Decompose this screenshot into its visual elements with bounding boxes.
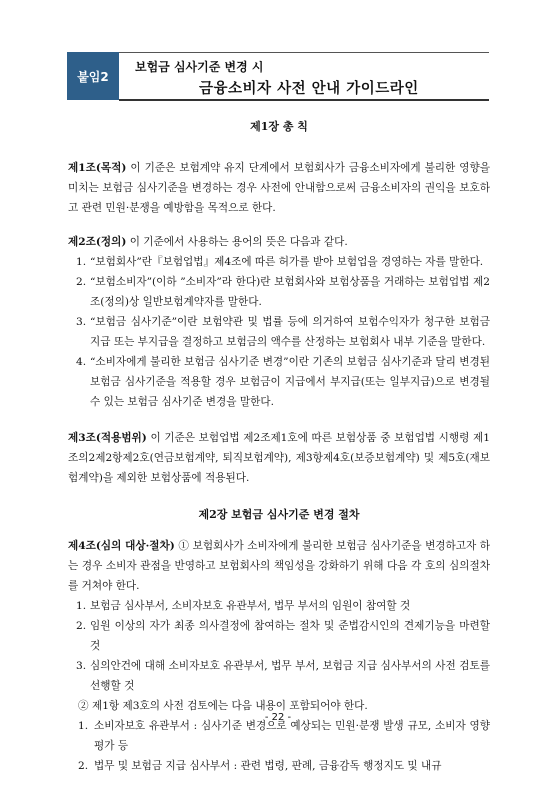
item-text: 심의안건에 대해 소비자보호 유관부서, 법무 부서, 보험금 지급 심사부서의 사전 검토를 선행할 것 (90, 660, 490, 692)
item-number: 1. (76, 600, 87, 612)
page-number: - 22 - (264, 712, 292, 723)
item-text: 법무 및 보험금 지급 심사부서 : 관련 법령, 판례, 금융감독 행정지도 및 내규 (94, 760, 442, 772)
article-4-sublist (68, 716, 490, 776)
list-item (68, 312, 490, 352)
document-header (119, 52, 489, 101)
appendix-badge: 붙임2 (67, 52, 119, 100)
article-2-text: 이 기준에서 사용하는 용어의 뜻은 다음과 같다. (126, 236, 348, 248)
item-text: “소비자에게 불리한 보험금 심사기준 변경”이란 기존의 보험금 심사기준과 달리 변경된 보험금 심사기준을 적용할 경우 보험금이 지급에서 부지급(또는 일부지급)으로 변경될 수 있는 보험금 심사기준 변경을 말한다. (90, 356, 490, 408)
item-number: 4. (76, 356, 87, 368)
article-4-heading: 제4조(심의 대상·절차) (68, 540, 175, 552)
article-3-heading: 제3조(적용범위) (68, 432, 147, 444)
list-item (68, 756, 490, 776)
item-number: 2. (76, 620, 87, 632)
item-text: “보험회사”란『보험업법』제4조에 따른 허가를 받아 보험업을 경영하는 자를 말한다. (90, 256, 484, 268)
item-text: 소비자보호 유관부서 : 심사기준 변경으로 예상되는 민원·분쟁 발생 규모, 소비자 영향 평가 등 (94, 720, 490, 752)
article-1-heading: 제1조(목적) (68, 162, 127, 174)
item-number: 3. (76, 660, 87, 672)
header-title: 금융소비자 사전 안내 가이드라인 (199, 81, 419, 97)
article-3-text: 이 기준은 보험업법 제2조제1호에 따른 보험상품 중 보험업법 시행령 제1조의2제2항제2호(연금보험계약, 퇴직보험계약), 제3항제4호(보증보험계약) 및 제5호(재보험계약)을 제외한 보험상품에 적용된다. (68, 432, 490, 484)
article-2-heading: 제2조(정의) (68, 236, 127, 248)
article-2 (68, 232, 490, 412)
item-text: 임원 이상의 자가 최종 의사결정에 참여하는 절차 및 준법감시인의 견제기능을 마련할 것 (90, 620, 490, 652)
article-3 (68, 428, 490, 488)
list-item (68, 616, 490, 656)
article-2-list (68, 252, 490, 412)
item-text: “보험소비자”(이하 ”소비자”라 한다)란 보험회사와 보험상품을 거래하는 보험업법 제2조(정의)상 일반보험계약자를 말한다. (90, 276, 490, 308)
list-item (68, 656, 490, 696)
article-1 (68, 158, 490, 218)
article-4-list (68, 596, 490, 696)
article-1-text: 이 기준은 보험계약 유지 단계에서 보험회사가 금융소비자에게 불리한 영향을 미치는 보험금 심사기준을 변경하는 경우 사전에 안내함으로써 금융소비자의 권익을 보호하고 관련 민원·분쟁을 예방함을 목적으로 한다. (68, 162, 490, 214)
item-text: “보험금 심사기준”이란 보험약관 및 법률 등에 의거하여 보험수익자가 청구한 보험금 지급 또는 부지급을 결정하고 보험금의 액수를 산정하는 보험회사 내부 기준을 말한다. (90, 316, 490, 348)
item-text: 보험금 심사부서, 소비자보호 유관부서, 법무 부서의 임원이 참여할 것 (90, 600, 411, 612)
item-number: 2. (76, 276, 87, 288)
article-4-text: ① 보험회사가 소비자에게 불리한 보험금 심사기준을 변경하고자 하는 경우 소비자 관점을 반영하고 보험회사의 책임성을 강화하기 위해 다음 각 호의 심의절차를 거쳐야 한다. (68, 540, 490, 592)
item-number: 3. (76, 316, 87, 328)
article-4 (68, 536, 490, 776)
list-item (68, 596, 490, 616)
list-item (68, 252, 490, 272)
list-item (68, 272, 490, 312)
header-subtitle: 보험금 심사기준 변경 시 (135, 60, 264, 74)
item-number: 1. (76, 256, 87, 268)
document-body (68, 118, 490, 786)
list-item (68, 352, 490, 412)
item-number: 2. (78, 760, 89, 772)
chapter-2-title: 제2장 보험금 심사기준 변경 절차 (198, 508, 360, 521)
article-4-paragraph-2: ② 제1항 제3호의 사전 검토에는 다음 내용이 포함되어야 한다. (78, 700, 368, 712)
item-number: 1. (78, 720, 89, 732)
chapter-1-title: 제1장 총 칙 (250, 120, 308, 133)
